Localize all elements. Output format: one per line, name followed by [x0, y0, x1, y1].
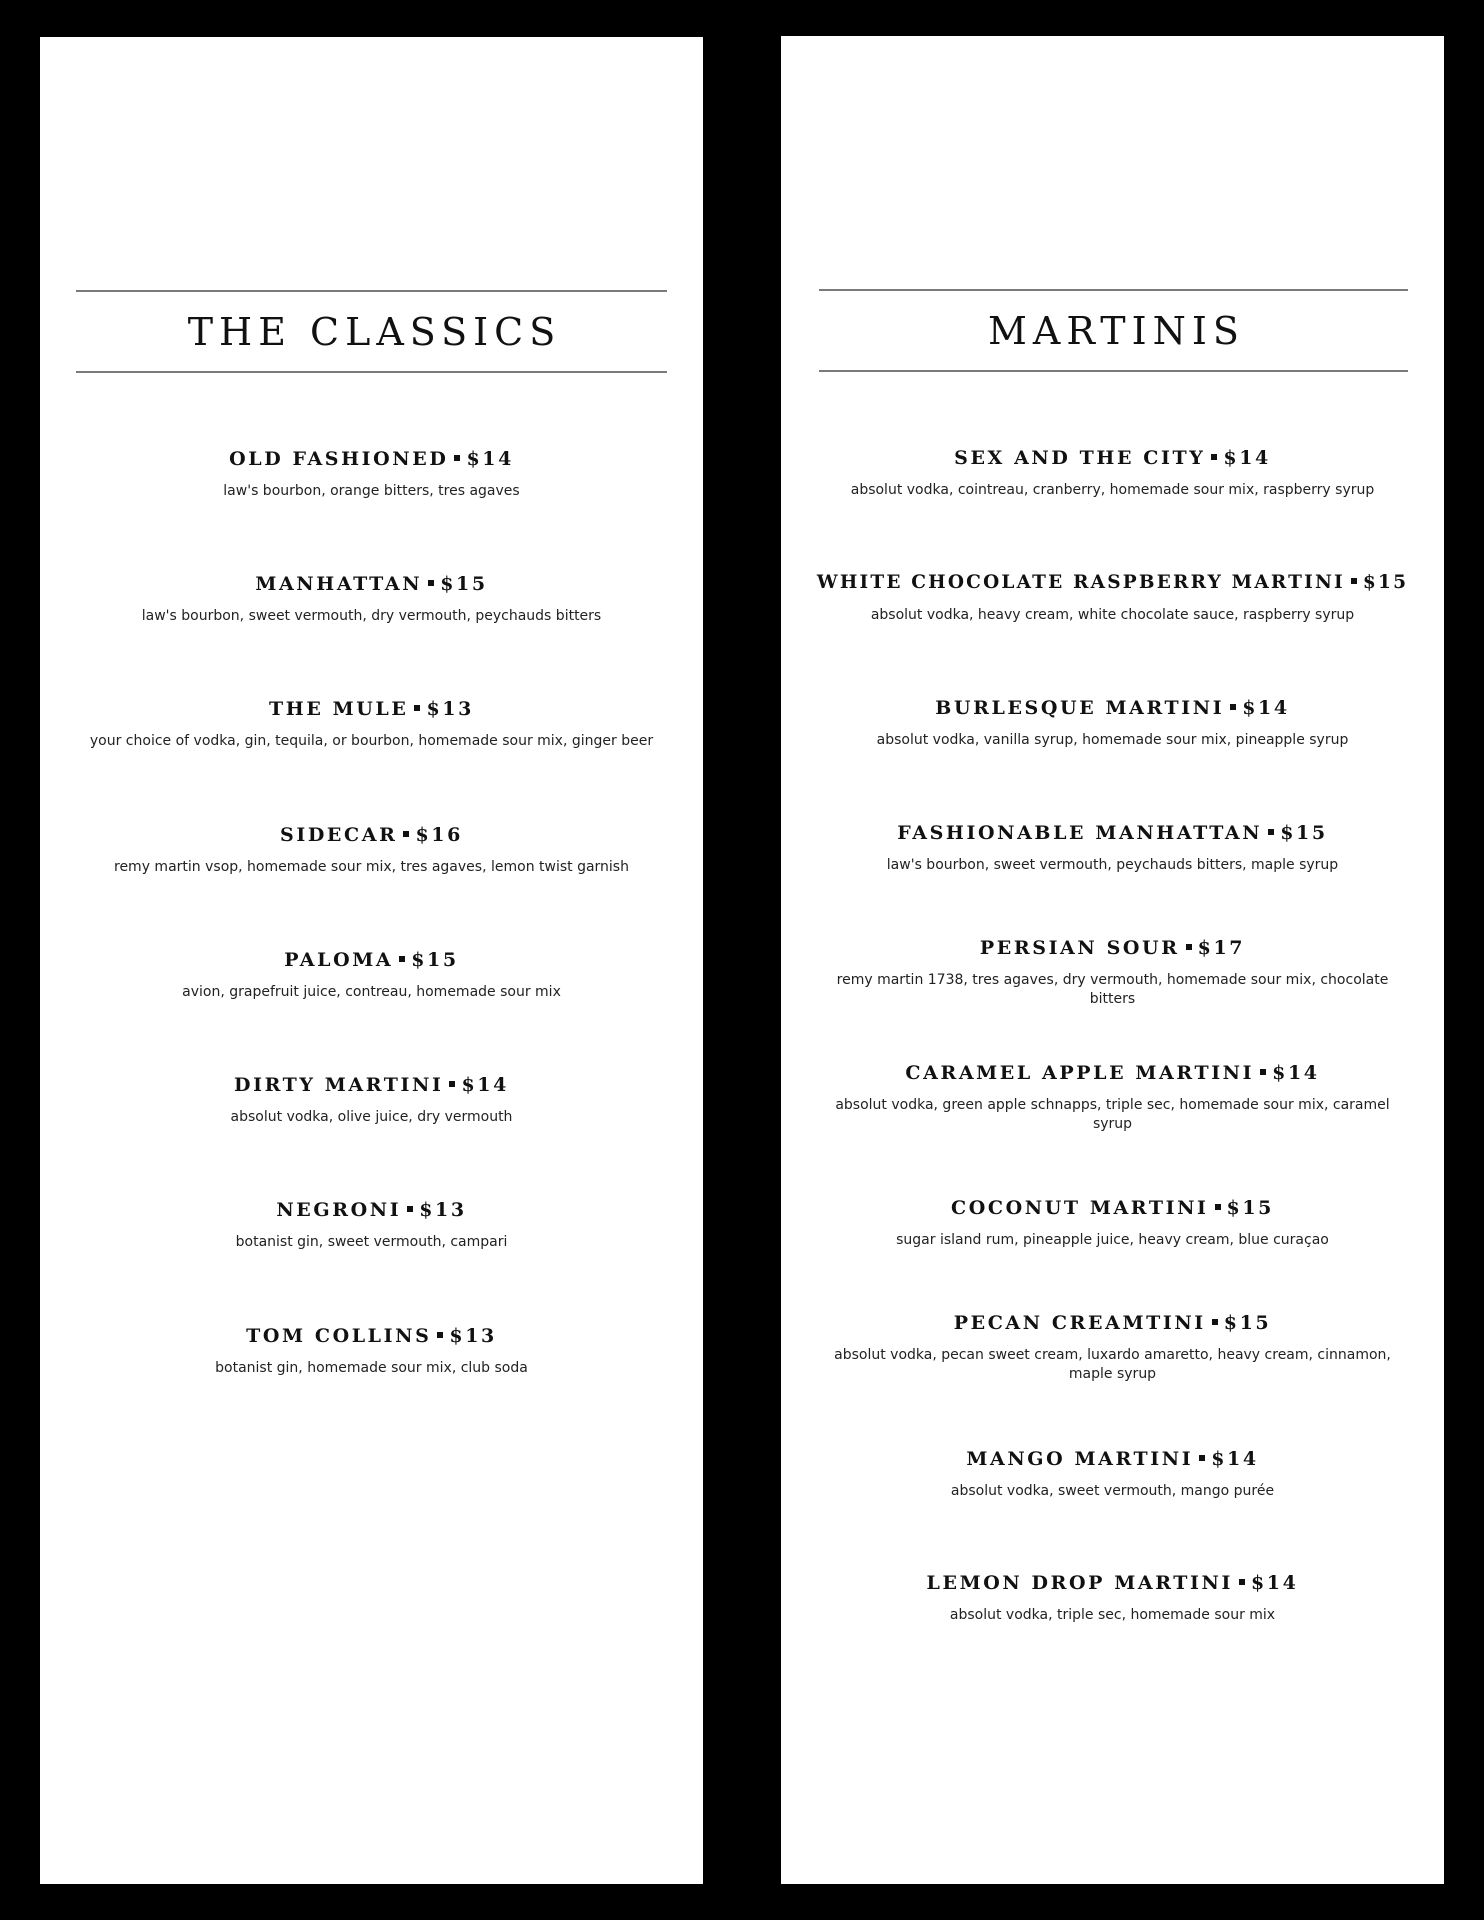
bullet-icon	[1199, 1455, 1205, 1461]
item-name: TOM COLLINS	[246, 1325, 432, 1347]
item-name: FASHIONABLE MANHATTAN	[897, 822, 1263, 844]
item-title	[781, 1061, 1444, 1085]
item-description: absolut vodka, triple sec, homemade sour mix	[949, 1607, 1276, 1623]
item-name: WHITE CHOCOLATE RASPBERRY MARTINI	[816, 572, 1345, 593]
martinis-menu-panel	[781, 36, 1444, 1884]
martinis-header	[819, 289, 1408, 372]
item-title	[40, 447, 703, 471]
item-description: remy martin 1738, tres agaves, dry vermouth, homemade sour mix, chocolate bitters	[836, 972, 1389, 1007]
classics-title: THE CLASSICS	[187, 309, 562, 354]
item-name: DIRTY MARTINI	[234, 1074, 444, 1096]
menu-item	[40, 948, 703, 1002]
menu-item	[781, 1447, 1444, 1501]
item-description: absolut vodka, cointreau, cranberry, homemade sour mix, raspberry syrup	[850, 482, 1375, 498]
item-price: $14	[1250, 1572, 1299, 1594]
bullet-icon	[414, 705, 420, 711]
bullet-icon	[1211, 454, 1217, 460]
item-price: $15	[1223, 1312, 1272, 1334]
item-price: $14	[466, 448, 514, 470]
item-price: $14	[1211, 1448, 1259, 1470]
item-description: absolut vodka, pecan sweet cream, luxardo amaretto, heavy cream, cinnamon, maple syrup	[834, 1347, 1391, 1382]
item-description: absolut vodka, sweet vermouth, mango purée	[950, 1483, 1275, 1499]
menu-item	[781, 936, 1444, 1009]
bullet-icon	[1215, 1204, 1221, 1210]
menu-item	[781, 571, 1444, 625]
menu-item	[40, 1324, 703, 1378]
menu-item	[781, 1571, 1444, 1625]
item-name: COCONUT MARTINI	[950, 1197, 1209, 1219]
item-name: SIDECAR	[280, 824, 398, 846]
item-price: $13	[426, 698, 474, 720]
bullet-icon	[428, 580, 434, 586]
menu-item	[40, 572, 703, 626]
item-title	[781, 446, 1444, 470]
item-price: $17	[1197, 937, 1246, 959]
menu-item	[781, 821, 1444, 875]
item-description: absolut vodka, olive juice, dry vermouth	[230, 1109, 513, 1125]
item-price: $15	[440, 573, 488, 595]
menu-item	[781, 1061, 1444, 1134]
item-price: $13	[449, 1325, 497, 1347]
item-price: $15	[1362, 572, 1409, 593]
item-price: $13	[419, 1199, 467, 1221]
item-name: MANGO MARTINI	[966, 1448, 1194, 1470]
bullet-icon	[1186, 944, 1192, 950]
bullet-icon	[407, 1206, 413, 1212]
bullet-icon	[1212, 1319, 1218, 1325]
bullet-icon	[1260, 1069, 1266, 1075]
item-name: NEGRONI	[276, 1199, 402, 1221]
bullet-icon	[403, 831, 409, 837]
item-price: $15	[1226, 1197, 1274, 1219]
item-description: law's bourbon, orange bitters, tres agaves	[223, 483, 520, 499]
menu-item	[40, 697, 703, 751]
bullet-icon	[454, 455, 460, 461]
item-description: absolut vodka, heavy cream, white chocolate sauce, raspberry syrup	[870, 607, 1355, 623]
item-description: botanist gin, homemade sour mix, club soda	[215, 1360, 528, 1376]
bullet-icon	[449, 1081, 455, 1087]
item-price: $14	[1242, 697, 1290, 719]
menu-item	[40, 1198, 703, 1252]
menu-item	[40, 1073, 703, 1127]
menu-item	[40, 447, 703, 501]
item-title	[781, 1447, 1444, 1471]
item-name: SEX AND THE CITY	[954, 447, 1206, 469]
item-price: $15	[1280, 822, 1328, 844]
bullet-icon	[399, 956, 405, 962]
item-description: law's bourbon, sweet vermouth, peychauds bitters, maple syrup	[886, 857, 1339, 873]
item-description: absolut vodka, green apple schnapps, triple sec, homemade sour mix, caramel syrup	[835, 1097, 1390, 1132]
item-description: avion, grapefruit juice, contreau, homemade sour mix	[182, 984, 561, 1000]
item-title	[40, 1324, 703, 1348]
menu-item	[781, 696, 1444, 750]
item-price: $16	[415, 824, 463, 846]
item-title	[40, 1198, 703, 1222]
item-name: PERSIAN SOUR	[979, 937, 1180, 959]
martinis-title: MARTINIS	[988, 308, 1245, 353]
bullet-icon	[1239, 1579, 1245, 1585]
classics-header	[76, 290, 667, 373]
menu-item	[781, 1311, 1444, 1384]
item-title	[40, 948, 703, 972]
item-description: botanist gin, sweet vermouth, campari	[235, 1234, 508, 1250]
item-price: $14	[461, 1074, 509, 1096]
item-name: MANHATTAN	[255, 573, 423, 595]
classics-menu-panel	[40, 37, 703, 1884]
bullet-icon	[437, 1332, 443, 1338]
item-name: PALOMA	[284, 949, 394, 971]
item-description: absolut vodka, vanilla syrup, homemade sour mix, pineapple syrup	[876, 732, 1349, 748]
menu-item	[781, 1196, 1444, 1250]
bullet-icon	[1351, 578, 1357, 584]
item-name: LEMON DROP MARTINI	[926, 1572, 1233, 1594]
bullet-icon	[1230, 704, 1236, 710]
item-description: sugar island rum, pineapple juice, heavy cream, blue curaçao	[896, 1232, 1329, 1248]
menu-item	[781, 446, 1444, 500]
item-title	[781, 1571, 1444, 1595]
item-title	[40, 823, 703, 847]
item-description: your choice of vodka, gin, tequila, or bourbon, homemade sour mix, ginger beer	[89, 733, 654, 749]
item-title	[40, 572, 703, 596]
item-title	[781, 1311, 1444, 1335]
item-name: PECAN CREAMTINI	[953, 1312, 1206, 1334]
item-name: THE MULE	[269, 698, 409, 720]
item-price: $15	[411, 949, 459, 971]
item-price: $14	[1272, 1062, 1320, 1084]
bullet-icon	[1268, 829, 1274, 835]
item-name: CARAMEL APPLE MARTINI	[905, 1062, 1255, 1084]
menu-item	[40, 823, 703, 877]
item-price: $14	[1223, 447, 1271, 469]
item-title	[781, 571, 1444, 595]
item-description: law's bourbon, sweet vermouth, dry vermouth, peychauds bitters	[141, 608, 602, 624]
item-title	[40, 697, 703, 721]
item-title	[781, 696, 1444, 720]
item-description: remy martin vsop, homemade sour mix, tres agaves, lemon twist garnish	[114, 859, 629, 875]
item-title	[781, 936, 1444, 960]
item-title	[781, 1196, 1444, 1220]
item-name: BURLESQUE MARTINI	[935, 697, 1225, 719]
item-title	[781, 821, 1444, 845]
item-title	[40, 1073, 703, 1097]
item-name: OLD FASHIONED	[229, 448, 449, 470]
